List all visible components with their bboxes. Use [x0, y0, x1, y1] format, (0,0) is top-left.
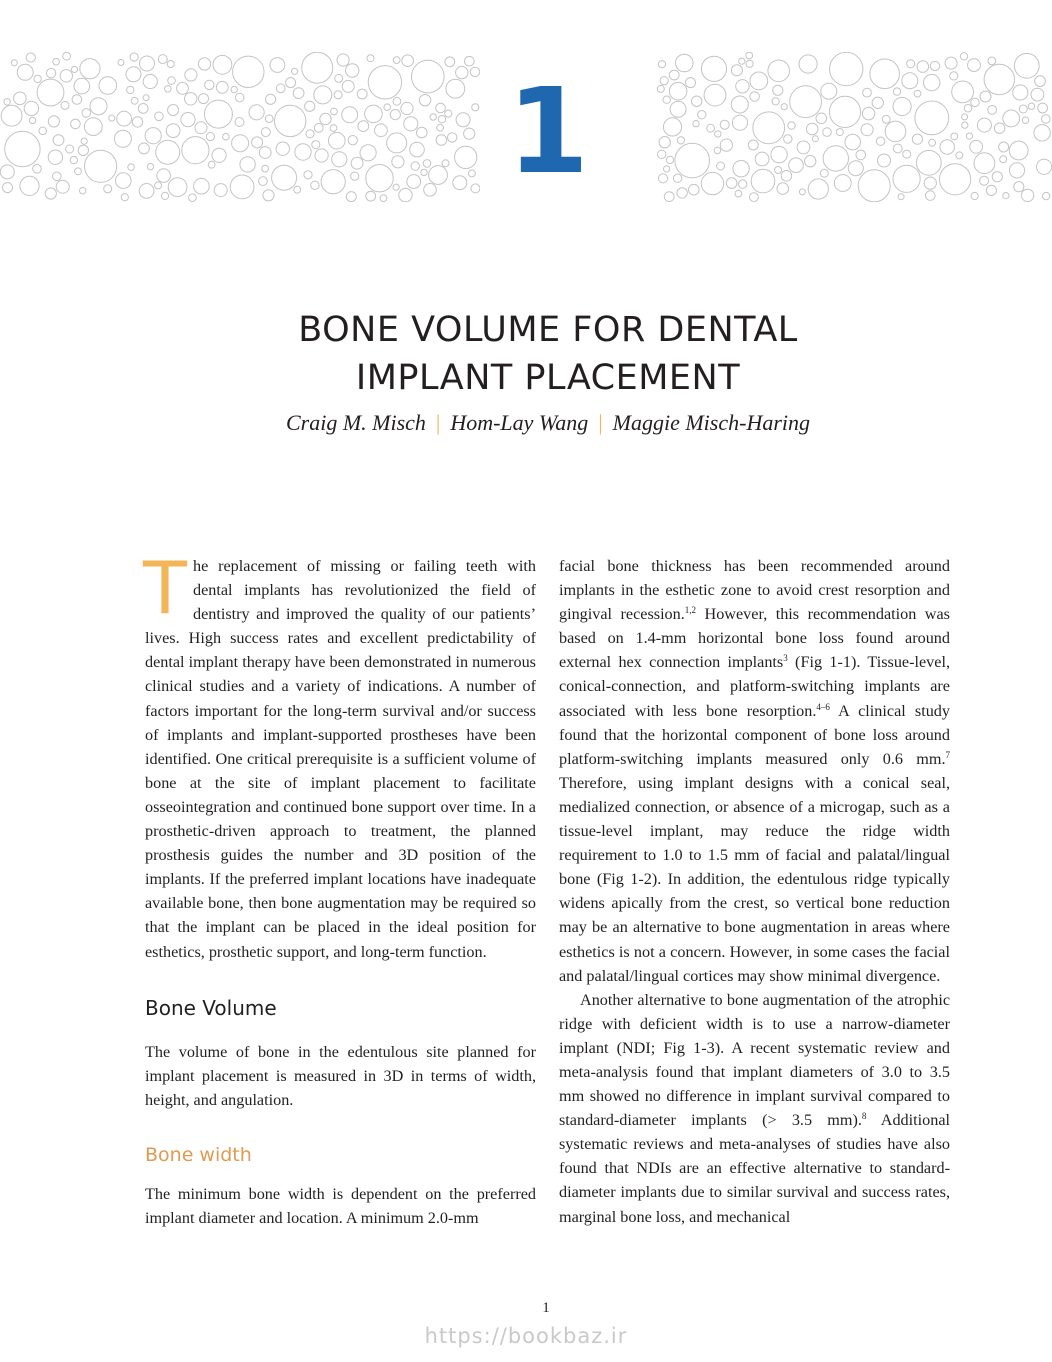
decorative-bubble [402, 55, 414, 67]
decorative-bubble [53, 58, 60, 65]
body-column-left [143, 546, 536, 1230]
decorative-bubble [658, 61, 665, 68]
section-heading-bone-volume: Bone Volume [145, 995, 277, 1020]
decorative-bubble [346, 192, 356, 202]
decorative-bubble [930, 61, 939, 70]
decorative-bubble [130, 53, 138, 61]
citation: 3 [783, 653, 788, 664]
text-run: Therefore, using implant designs with a conical seal, medialized connection, or absence of a microgap, such as a tissue-level implant, may reduce the ridge width requirement to 1.0 to 1.5 mm of facial and palatal/lingual bone (Fig 1-2). In addition, the edentulous ridge typically widens apically from the crest, so vertical bone reduction may be an alternative to bone augmentation in areas where esthetics is not a concern. However, in some cases the facial and palatal/lingual cortices may show minimal divergence. [559, 773, 950, 985]
decorative-bubble [1021, 189, 1033, 201]
decorative-bubble [735, 190, 742, 197]
decorative-bubble [465, 56, 475, 66]
decorative-bubble [907, 60, 915, 68]
text-run: However, this recommendation was based on 1.4-mm horizontal bone loss found around external hex connection implants [559, 605, 950, 672]
decorative-bubble [898, 194, 904, 200]
decorative-bubble [945, 57, 957, 69]
chapter-number: 1 [506, 62, 586, 200]
decorative-bubble [63, 52, 71, 60]
decorative-bubble [968, 59, 981, 72]
decorative-bubble [750, 193, 759, 202]
author-name: Craig M. Misch [285, 410, 426, 435]
decorative-bubble [445, 57, 455, 67]
bone-width-paragraph: The minimum bone width is dependent on the preferred implant diameter and location. A minimum 2.0-mm [145, 1184, 536, 1227]
decorative-bubble [917, 61, 929, 73]
decorative-bubble [121, 194, 128, 201]
decorative-bubble [1042, 192, 1049, 199]
decorative-bubble [393, 57, 400, 64]
decorative-bubble [11, 60, 17, 66]
decorative-bubble [971, 192, 978, 199]
author-name: Maggie Misch-Haring [612, 410, 811, 435]
decorative-bubble [746, 52, 753, 59]
decorative-bubble [960, 53, 967, 60]
text-run: facial bone thickness has been recommended around implants in the esthetic zone to avoid crest resorption and gingival recession. [559, 557, 950, 624]
body-column-right [559, 554, 950, 1229]
chapter-title-line-2: IMPLANT PLACEMENT [355, 358, 741, 398]
paragraph-facial-bone [559, 554, 950, 988]
decorative-bubble [380, 195, 387, 202]
citation: 4–6 [816, 701, 830, 712]
text-run: Additional systematic reviews and meta-analyses of studies have also found that NDIs are an effective alternative to standard-diameter implants due to similar survival and success rates, marginal bone loss, and mechanical [559, 1111, 950, 1226]
citation: 1,2 [684, 605, 697, 616]
decorative-bubble [158, 55, 167, 64]
decorative-bubble [337, 54, 349, 66]
decorative-bubble [118, 60, 124, 66]
decorative-bubble [161, 192, 168, 199]
decorative-bubble [926, 191, 936, 201]
author-separator: | [435, 410, 441, 435]
author-separator: | [598, 410, 603, 435]
decorative-bubble [270, 58, 285, 73]
text-run: (Fig 1-1). Tissue-level, conical-connection, and platform-switching implants are associated with less bone resorption. [559, 653, 950, 720]
decorative-bubble [198, 58, 210, 70]
decorative-bubble [367, 55, 374, 62]
decorative-bubble [167, 61, 174, 68]
drop-cap: T [143, 546, 187, 630]
intro-paragraph [143, 546, 536, 964]
chapter-title-line-1: BONE VOLUME FOR DENTAL [298, 310, 798, 350]
decorative-bubble [263, 190, 274, 201]
decorative-bubble [739, 58, 745, 64]
decorative-bubble [676, 54, 694, 72]
subsection-heading-bone-width: Bone width [145, 1143, 252, 1166]
decorative-bubble [746, 60, 753, 67]
decorative-bubble [366, 191, 376, 201]
decorative-bubble [26, 53, 35, 62]
citation: 7 [945, 749, 950, 760]
decorative-bubble [140, 56, 155, 71]
intro-text: he replacement of missing or failing teeth with dental implants has revolutionized the field of dentistry and improved the quality of our patients’ lives. High success rates and excellent predictability of dental implant therapy have been demonstrated in numerous clinical studies and a variety of indications. A number of factors important for the long-term survival and/or success of implants and implant-supported prostheses have been identified. One critical prerequisite is a sufficient volume of bone at the site of implant placement to facilitate osseointegration and continued bone support over time. In a prosthetic-driven approach to treatment, the planned prosthesis guides the number and 3D position of the implants. If the preferred implant locations have inadequate available bone, then bone augmentation may be required so that the implant can be placed in the ideal position for esthetics, prosthetic support, and long-term function. [145, 557, 536, 961]
decorative-bubble [1003, 193, 1009, 199]
text-run: A clinical study found that the horizontal component of bone loss around platform-switching implants measured only 0.6 mm. [559, 701, 950, 768]
decorative-bubble [664, 192, 674, 202]
bone-volume-paragraph: The volume of bone in the edentulous site planned for implant placement is measured in 3D in terms of width, height, and angulation. [145, 1042, 536, 1109]
decorative-bubble [988, 57, 996, 65]
watermark-url: https://bookbaz.ir [424, 1324, 628, 1348]
decorative-bubble [399, 188, 412, 201]
paragraph-narrow-diameter [559, 988, 950, 1229]
text-run: Another alternative to bone augmentation of the atrophic ridge with deficient width is to use a narrow-diameter implant (NDI; Fig 1-3). A recent systematic review and meta-analysis found that implant diameters of 3.0 to 3.5 mm showed no difference in implant survival compared to standard-diameter implants (> 3.5 mm). [559, 990, 950, 1130]
citation: 8 [861, 1111, 867, 1122]
author-name: Hom-Lay Wang [450, 410, 589, 435]
decorative-bubble [799, 55, 817, 73]
chapter-title [0, 306, 1052, 402]
decorative-bubble [189, 194, 197, 202]
page-number: 1 [542, 1300, 550, 1316]
author-list [0, 410, 1052, 436]
